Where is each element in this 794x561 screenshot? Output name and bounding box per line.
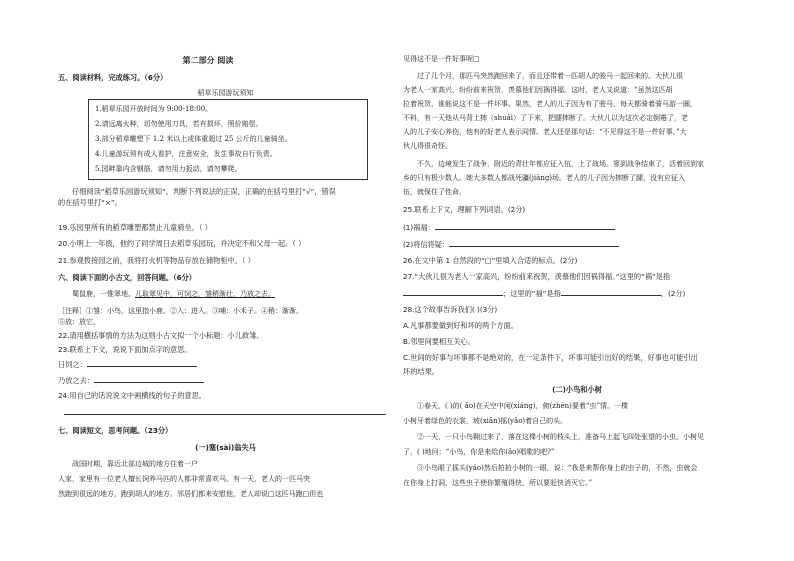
story-1-paragraph: 不久，边境发生了战争，附近的青壮年都应征入伍，上了战场。寥到战争结束了，活着回到家: [417, 160, 704, 168]
question-28-option-c-cont: 坏的结果。: [403, 367, 439, 376]
question-28-option-a: A.凡事都要做到好和坏的两个方面。: [403, 321, 518, 330]
section-7-title: 七、阅读短文，思考问题。（23分）: [58, 426, 173, 435]
story-1-paragraph: 过了几个月，那匹马突然跑回来了，而且还带着一匹胡人的骏马一起回来的。大伙儿很: [417, 72, 683, 80]
story-2-title: (二)小鸟和小树: [552, 385, 602, 394]
question-23: 23.联系上下文，说说下面加点字的意思。: [58, 345, 192, 354]
story-2-paragraph: ③小鸟眼了摇头(yáo)然后拍拍小树的一眼，说：“我是来帮你身上的虫子的，不然，虫就会: [417, 464, 698, 472]
story-2-paragraph: ②一天，一只小鸟翱过来了，落在这棵小树的枝头上，准备马上起飞四处张望的小虫。小树见: [417, 433, 704, 441]
guwen-underlined-sentence: 儿取翠见中，可饲之，雏稍渐壮，乃放之去。: [135, 290, 275, 298]
notice-item: 4.儿童游玩须有成人看护，注意安全，发生事故自行负责。: [95, 150, 277, 158]
story-1-paragraph: 人的儿子安心养伤，他有的好老人表示同情。老人还是那句话：“不见得这不是一件好事。”大: [403, 128, 687, 136]
answer-blank[interactable]: [449, 239, 619, 247]
answer-line[interactable]: [64, 414, 386, 415]
story-1-paragraph: 拉着祝贺，谁能说这不是一件坏事。果然，老人的儿子因为有了骏马，每天都骑着骑马游一圈，: [403, 100, 697, 108]
notice-item: 1.稻草乐园开放时间为 9:00-18:00。: [95, 105, 213, 113]
question-23-b: 乃放之去：: [58, 375, 204, 385]
section-5-instruction-cont: 的在括号里打“×”。: [58, 198, 122, 207]
story-1-paragraph: 战国时期，靠近北部边城的地方住着一户: [72, 460, 198, 468]
notice-box: [88, 99, 368, 180]
answer-blank[interactable]: [94, 375, 204, 383]
question-28-option-b: B.邻里间要相互关心。: [403, 337, 475, 346]
question-27-cont: ；这里的“福”是指 。(2分): [403, 288, 685, 298]
story-1-paragraph: 伙儿得很奇怪。: [403, 142, 452, 150]
notice-item: 2.请远离火种，切勿使用刀具，若有损坏，照价赔偿。: [95, 120, 263, 128]
story-1-paragraph: 伍，就保住了性命。: [403, 188, 466, 196]
question-25: 25.联系上下文，理解下列词语。(2分): [403, 205, 526, 214]
answer-blank[interactable]: [435, 222, 615, 230]
story-1-continued: 见得这不是一件好事呢□: [403, 55, 480, 63]
question-25-b: (2)将信将疑：: [403, 239, 619, 249]
section-6-title: 六、阅读下面的小古文，回答问题。（6分）: [58, 273, 196, 282]
section-5-title: 五、阅读材料，完成练习。（6分）: [58, 73, 168, 82]
notice-title: 稻草乐园游玩须知: [197, 89, 254, 97]
story-1-paragraph: 不料，有一天他从马背上摔（shuāi）了下来，把腿摔断了。大伙儿以为这次必定倒霉了，老: [403, 114, 689, 122]
answer-blank[interactable]: [403, 288, 503, 296]
question-28: 28.这个故事告诉我们( )(3分): [403, 305, 498, 314]
question-28-option-c: C.世间的好事与坏事都不是绝对的，在一定条件下，坏事可能引出好的结果，好事也可能引出: [403, 353, 698, 362]
answer-blank[interactable]: [561, 288, 661, 296]
question-23-a: 日饲之：: [58, 359, 197, 369]
question-27: 27.“大伙儿很为老人一家高兴，纷纷前来祝贺，羡慕他们因祸得福。”这里的“祸”是指: [403, 272, 671, 281]
section-5-instruction: 仔细阅读“稻草乐园游玩须知”，判断下列说法的正误，正确的在括号里打“√”，错误: [72, 187, 336, 196]
guwen-note: ［注释］①雏：小鸟，这里指小鹿。②入：进入。③哺：小禾子。④稍：渐渐。: [58, 307, 303, 315]
notice-item: 5.园畔靠内含钢筋，请勿用力扳动，请勿攀爬。: [95, 165, 242, 173]
question-20: 20.小明上一年级，他约了同学周日去稻草乐园玩，并决定不和父母一起。（ ）: [58, 239, 306, 248]
story-2-paragraph: 小树牙着绿色的衣裳，坡(xiǎn)摇(yǎo)着自己的头。: [403, 417, 568, 425]
question-24: 24.用自己的话说说文中画横线的句子的意思。: [58, 391, 206, 400]
story-1-paragraph: 乡的只有极少数人。她大多数人都战死疆(jiāng)场。老人的儿子因为摔断了腿，没有应征入: [403, 174, 686, 182]
question-22: 22.请用横括事情的方法为这则小古文拟一个小标题：小儿救雏。: [58, 331, 264, 340]
answer-blank[interactable]: [87, 359, 197, 367]
guwen-part-a: 蜀鼠鹿，一惟翠地。: [72, 290, 135, 298]
guwen-note-cont: ⑤放：放它。: [58, 318, 100, 326]
story-1-paragraph: 人家，家里有一位老人擅长饲养马匹的人都非常喜欢马。有一天，老人的一匹马突: [58, 475, 310, 483]
guwen-text: [72, 290, 275, 299]
story-1-paragraph: 然跑到很远的地方，跑到胡人的地方。邻居们都来安慰他，老人却说□这匹马跑□但也: [58, 490, 324, 498]
story-1-paragraph: 为老人一家高兴，纷纷前来祝贺，羡慕他们因祸得福。这时，老人又说道：“虽然这匹胡: [403, 86, 673, 94]
question-19: 19.乐园里所有的稻草雕塑都禁止儿童骑坐。（ ）: [58, 223, 212, 232]
notice-item: 3.部分稻草雕塑下 1.2 米以上或体重超过 25 公斤的儿童骑坐。: [95, 135, 292, 143]
story-2-paragraph: ①春天，( )的( ǎo)在天空中闲(xiáng)，俯(zhèn)要着“虫”情。一棵: [417, 402, 629, 410]
story-2-paragraph: 了，( )地问：“小鸟，你是来给你(ǎo)唱歌的吧?”: [403, 448, 555, 456]
question-21: 21.参观拨接园之前，我将打火机等物品存放在储物柜中。（ ）: [58, 256, 255, 265]
question-26: 26.在文中第 1 自然段的“□”里填入合适的标点。(2分): [403, 256, 578, 265]
part-title: 第二部分 阅读: [182, 56, 234, 65]
question-25-a: (1)祸福：: [403, 222, 615, 232]
story-1-title: (一)塞(sài)翁失马: [195, 443, 256, 452]
story-2-paragraph: 在你身上打洞，这些虫子使你繁殖得快，所以要赶快消灭它。”: [403, 479, 593, 487]
